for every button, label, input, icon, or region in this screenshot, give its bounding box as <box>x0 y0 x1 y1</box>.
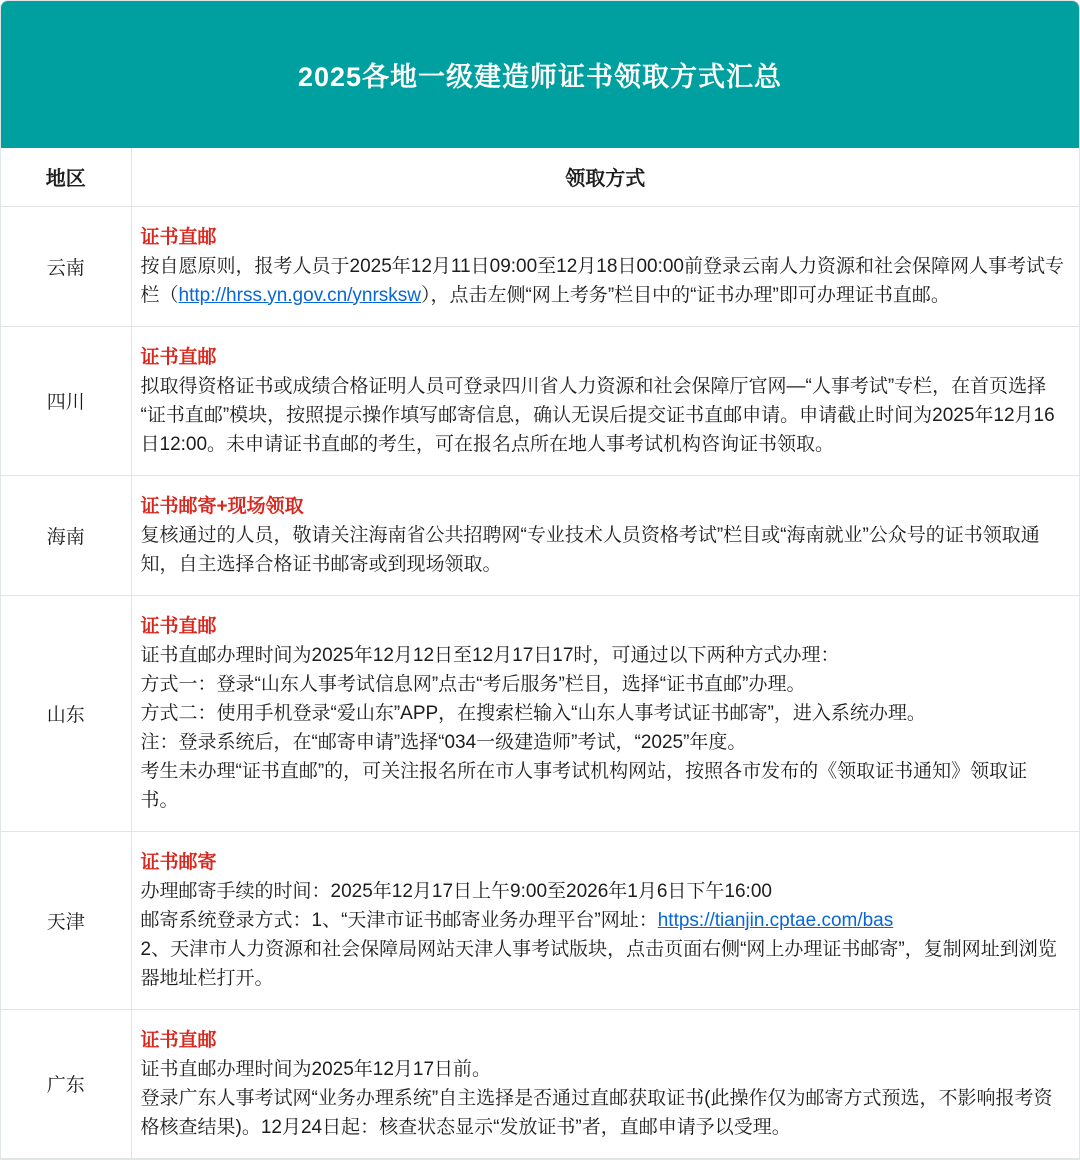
table-row <box>1 831 1079 1009</box>
method-text: 注：登录系统后，在“邮寄申请”选择“034一级建造师”考试，“2025”年度。 <box>140 731 747 753</box>
method-text: 证书直邮办理时间为2025年12月12日至12月17日17时，可通过以下两种方式办理： <box>140 644 840 666</box>
method-line <box>141 1055 1066 1084</box>
method-text: 按自愿原则，报考人员于2025年12月11日09:00至12月18日00:00前登录云南人力资源和社会保障网人事考试专栏（ <box>140 255 1064 306</box>
method-text: 2、天津市人力资源和社会保障局网站天津人事考试版块，点击页面右侧“网上办理证书邮寄”，复制网址到浏览器地址栏打开。 <box>140 938 1057 989</box>
region-name: 四川 <box>1 326 131 475</box>
table-row <box>1 475 1079 595</box>
region-name: 云南 <box>1 206 131 326</box>
method-cell <box>131 1009 1079 1158</box>
method-line <box>141 670 1066 699</box>
method-line <box>141 1084 1066 1142</box>
method-line <box>141 757 1066 815</box>
method-title: 证书直邮 <box>140 1029 217 1051</box>
method-line <box>141 728 1066 757</box>
method-text: 证书直邮办理时间为2025年12月17日前。 <box>140 1058 492 1080</box>
region-name: 天津 <box>1 831 131 1009</box>
region-name: 山东 <box>1 595 131 831</box>
table-header-row <box>1 148 1079 206</box>
table-row <box>1 326 1079 475</box>
method-cell <box>131 206 1079 326</box>
method-title: 证书直邮 <box>140 615 217 637</box>
method-cell <box>131 326 1079 475</box>
method-line <box>141 252 1066 310</box>
external-link[interactable]: http://hrss.yn.gov.cn/ynrsksw <box>178 284 422 306</box>
method-title: 证书邮寄+现场领取 <box>140 495 304 517</box>
page-title: 2025各地一级建造师证书领取方式汇总 <box>297 62 783 92</box>
method-cell <box>131 475 1079 595</box>
region-column-header: 地区 <box>1 148 131 206</box>
table-row <box>1 206 1079 326</box>
method-text: 办理邮寄手续的时间：2025年12月17日上午9:00至2026年1月6日下午16:00 <box>140 880 772 902</box>
method-text: 邮寄系统登录方式：1、“天津市证书邮寄业务办理平台”网址： <box>140 909 658 931</box>
method-title: 证书邮寄 <box>140 851 217 873</box>
method-cell <box>131 831 1079 1009</box>
title-banner <box>1 1 1079 148</box>
method-line <box>141 877 1066 906</box>
method-line <box>141 521 1066 579</box>
method-text: ），点击左侧“网上考务”栏目中的“证书办理”即可办理证书直邮。 <box>421 284 950 306</box>
table-row <box>1 595 1079 831</box>
method-text: 登录广东人事考试网“业务办理系统”自主选择是否通过直邮获取证书(此操作仅为邮寄方式预选，不影响报考资格核查结果)。12月24日起：核查状态显示“发放证书”者，直邮申请予以受理。 <box>140 1087 1053 1138</box>
method-text: 拟取得资格证书或成绩合格证明人员可登录四川省人力资源和社会保障厅官网—“人事考试”专栏，在首页选择“证书直邮”模块，按照提示操作填写邮寄信息，确认无误后提交证书直邮申请。申请截止时间为2025年12月16日12:00。未申请证书直邮的考生，可在报名点所在地人事考试机构咨询证书领取。 <box>140 375 1055 455</box>
region-name: 海南 <box>1 475 131 595</box>
method-line <box>141 935 1066 993</box>
method-line <box>141 641 1066 670</box>
method-line <box>141 372 1066 459</box>
method-line <box>141 906 1066 935</box>
method-column-header: 领取方式 <box>131 148 1079 206</box>
region-name: 广东 <box>1 1009 131 1158</box>
table-row <box>1 1009 1079 1158</box>
method-title: 证书直邮 <box>140 346 217 368</box>
certificate-methods-table <box>1 148 1079 1159</box>
method-line <box>141 699 1066 728</box>
regions-table-body <box>1 206 1079 1158</box>
method-cell <box>131 595 1079 831</box>
method-text: 方式二：使用手机登录“爱山东”APP，在搜索栏输入“山东人事考试证书邮寄”，进入系统办理。 <box>140 702 926 724</box>
external-link[interactable]: https://tianjin.cptae.com/bas <box>657 909 894 931</box>
method-text: 考生未办理“证书直邮”的，可关注报名所在市人事考试机构网站，按照各市发布的《领取证书通知》领取证书。 <box>140 760 1028 811</box>
method-text: 复核通过的人员，敬请关注海南省公共招聘网“专业技术人员资格考试”栏目或“海南就业”公众号的证书领取通知，自主选择合格证书邮寄或到现场领取。 <box>140 524 1040 575</box>
method-title: 证书直邮 <box>140 226 217 248</box>
method-text: 方式一：登录“山东人事考试信息网”点击“考后服务”栏目，选择“证书直邮”办理。 <box>140 673 806 695</box>
